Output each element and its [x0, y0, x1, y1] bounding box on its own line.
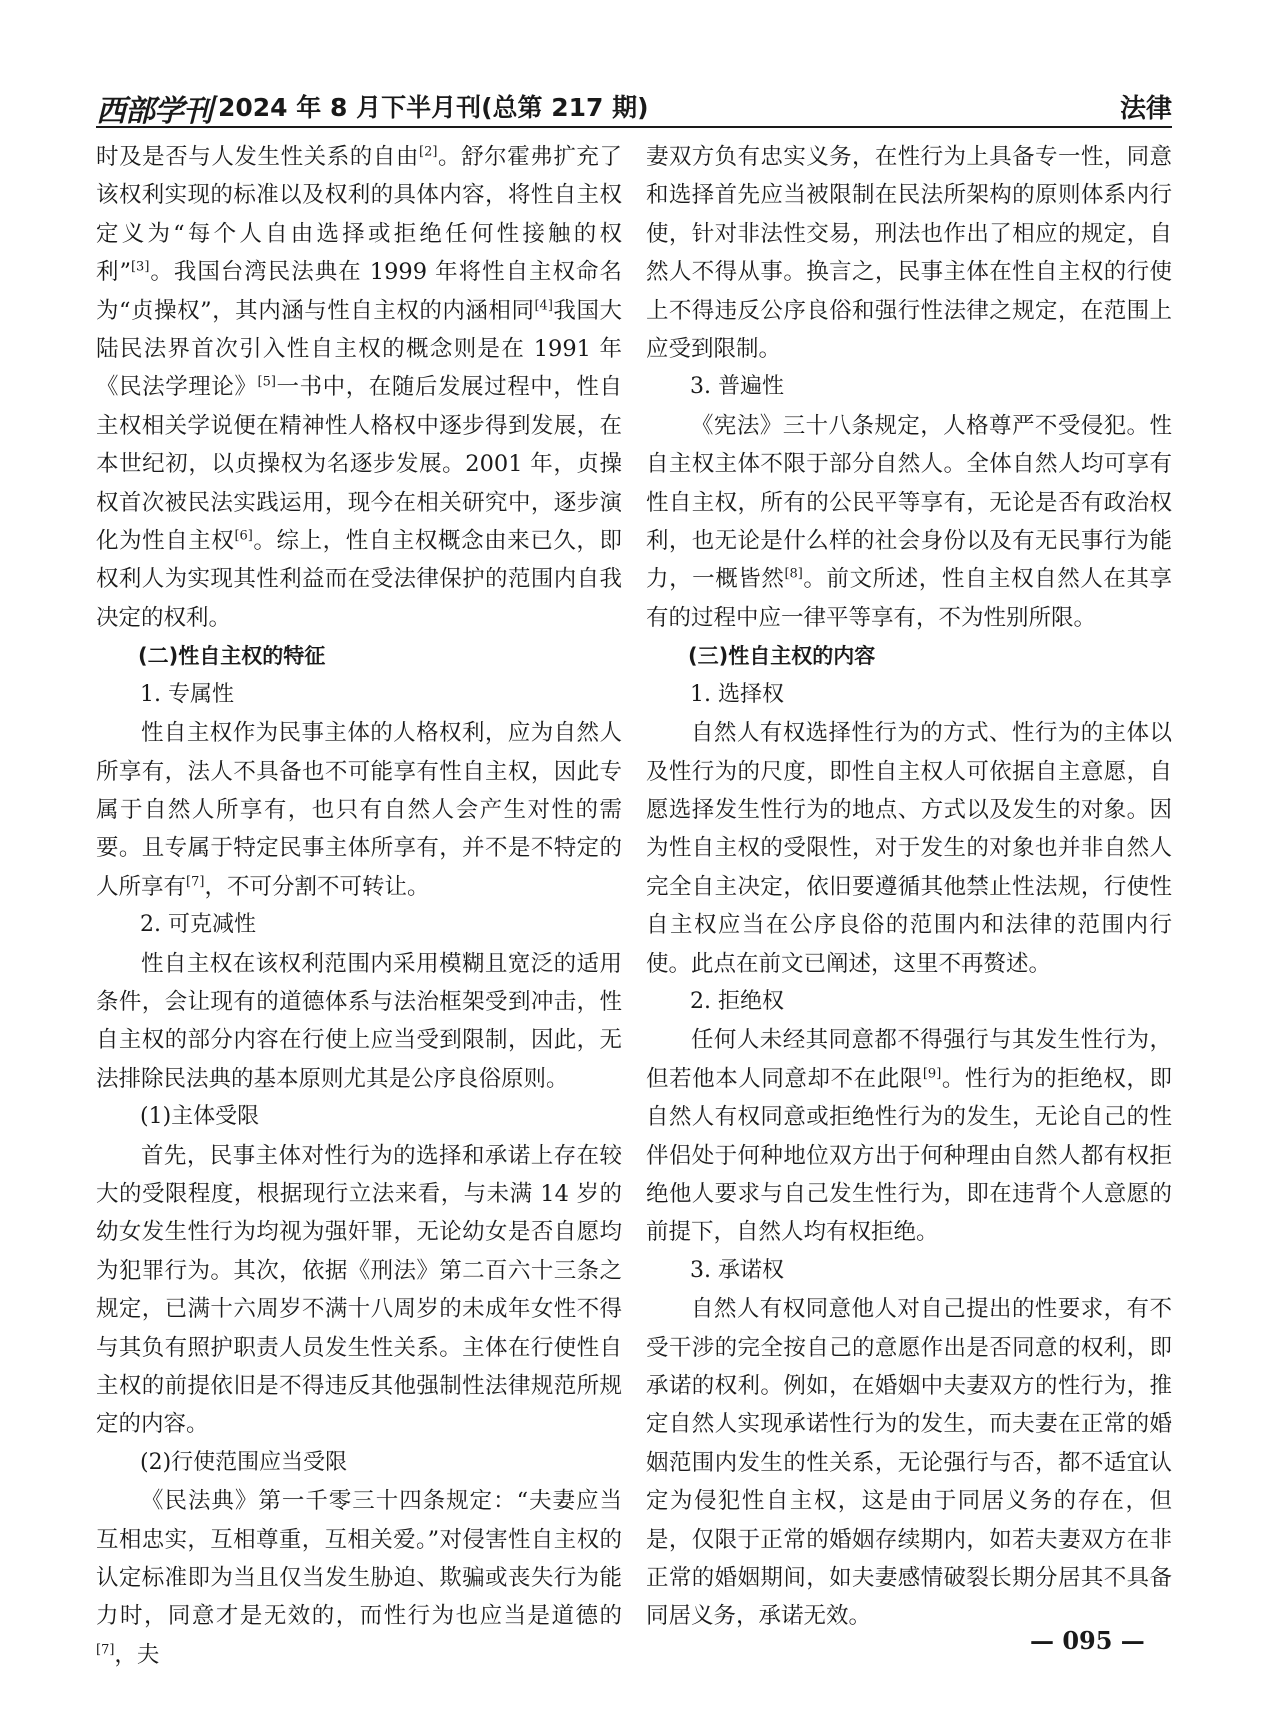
section-heading: (二)性自主权的特征 [138, 644, 326, 669]
section-name: 法律 [1119, 94, 1172, 124]
paragraph: 时及是否与人发生性关系的自由[2]。舒尔霍弗扩充了该权利实现的标准以及权利的具体内容，将性自主权定义为“每个人自由选择或拒绝任何性接触的权利”[3]。我国台湾民法典在 1999 年将性自主权命名为“贞操权”，其内涵与性自主权的内涵相同[4]我国大陆民法界首次引入性自主权的概念则是在 1991 年《民法学理论》[5]一书中，在随后发展过程中，性自主权相关学说便在精神性人格权中逐步得到发展，在本世纪初，以贞操权为名逐步发展。2001 年，贞操权首次被民法实践运用，现今在相关研究中，逐步演化为性自主权[6]。综上，性自主权概念由来已久，即权利人为实现其性利益而在受法律保护的范围内自我决定的权利。 [96, 144, 622, 631]
paragraph: 《宪法》三十八条规定，人格尊严不受侵犯。性自主权主体不限于部分自然人。全体自然人均可享有性自主权，所有的公民平等享有，无论是否有政治权利，也无论是什么样的社会身份以及有无民事行为能力，一概皆然[8]。前文所述，性自主权自然人在其享有的过程中应一律平等享有，不为性别所限。 [646, 412, 1172, 631]
section-heading: (三)性自主权的内容 [688, 644, 876, 669]
subsection-heading: 2. 可克减性 [140, 912, 256, 938]
citation: [7] [186, 874, 205, 890]
paragraph: 自然人有权同意他人对自己提出的性要求，有不受干涉的完全按自己的意愿作出是否同意的权利，即承诺的权利。例如，在婚姻中夫妻双方的性行为，推定自然人实现承诺性行为的发生，而夫妻在正常的婚姻范围内发生的性关系，无论强行与否，都不适宜认定为侵犯性自主权，这是由于同居义务的存在，但是，仅限于正常的婚姻存续期内，如若夫妻双方在非正常的婚姻期间，如夫妻感情破裂长期分居其不具备同居义务，承诺无效。 [646, 1296, 1172, 1630]
page-number: — 095 — [1030, 1626, 1145, 1655]
citation: [3] [130, 259, 150, 275]
issue-info: 2024 年 8 月下半月刊(总第 217 期) [218, 93, 649, 122]
paragraph: 任何人未经其同意都不得强行与其发生性行为，但若他本人同意却不在此限[9]。性行为的拒绝权，即自然人有权同意或拒绝性行为的发生，无论自己的性伴侣处于何种地位双方出于何种理由自然人都有权拒绝他人要求与自己发生性行为，即在违背个人意愿的前提下，自然人均有权拒绝。 [646, 1027, 1172, 1246]
running-header [96, 82, 1172, 128]
paragraph: 《民法典》第一千零三十四条规定：“夫妻应当互相忠实，互相尊重，互相关爱。”对侵害性自主权的认定标准即为当且仅当发生胁迫、欺骗或丧失行为能力时，同意才是无效的，而性行为也应当是道德的[7]，夫 [96, 1488, 622, 1668]
citation: [7] [96, 1642, 115, 1658]
citation: [2] [419, 144, 438, 160]
paragraph: 首先，民事主体对性行为的选择和承诺上存在较大的受限程度，根据现行立法来看，与未满 14 岁的幼女发生性行为均视为强奸罪，无论幼女是否自愿均为犯罪行为。其次，依据《刑法》第二百六十三条之规定，已满十六周岁不满十八周岁的未成年女性不得与其负有照护职责人员发生性关系。主体在行使性自主权的前提依旧是不得违反其他强制性法律规范所规定的内容。 [96, 1142, 622, 1438]
subsection-heading: 1. 选择权 [690, 681, 784, 707]
paragraph: 性自主权作为民事主体的人格权利，应为自然人所享有，法人不具备也不可能享有性自主权，因此专属于自然人所享有，也只有自然人会产生对性的需要。且专属于特定民事主体所享有，并不是不特定的人所享有[7]，不可分割不可转让。 [96, 720, 622, 900]
subsection-heading: 1. 专属性 [140, 681, 234, 707]
subsection-heading: 2. 拒绝权 [690, 988, 784, 1014]
citation: [8] [784, 566, 803, 582]
paragraph: 妻双方负有忠实义务，在性行为上具备专一性，同意和选择首先应当被限制在民法所架构的原则体系内行使，针对非法性交易，刑法也作出了相应的规定，自然人不得从事。换言之，民事主体在性自主权的行使上不得违反公序良俗和强行性法律之规定，在范围上应受到限制。 [646, 144, 1172, 363]
right-column [646, 138, 1172, 1636]
subsection-heading: (1)主体受限 [140, 1104, 260, 1130]
subsection-heading: (2)行使范围应当受限 [140, 1449, 348, 1475]
citation: [5] [257, 374, 276, 390]
journal-logo: 西部学刊 [96, 94, 212, 129]
paragraph: 自然人有权选择性行为的方式、性行为的主体以及性行为的尺度，即性自主权人可依据自主意愿，自愿选择发生性行为的地点、方式以及发生的对象。因为性自主权的受限性，对于发生的对象也并非自然人完全自主决定，依旧要遵循其他禁止性法规，行使性自主权应当在公序良俗的范围内和法律的范围内行使。此点在前文已阐述，这里不再赘述。 [646, 720, 1172, 977]
left-column [96, 138, 622, 1674]
citation: [9] [922, 1066, 942, 1082]
paragraph: 性自主权在该权利范围内采用模糊且宽泛的适用条件，会让现有的道德体系与法治框架受到冲击，性自主权的部分内容在行使上应当受到限制，因此，无法排除民法典的基本原则尤其是公序良俗原则。 [96, 950, 622, 1092]
subsection-heading: 3. 承诺权 [690, 1257, 784, 1283]
citation: [4] [534, 298, 553, 314]
subsection-heading: 3. 普遍性 [690, 374, 784, 400]
citation: [6] [234, 528, 253, 544]
